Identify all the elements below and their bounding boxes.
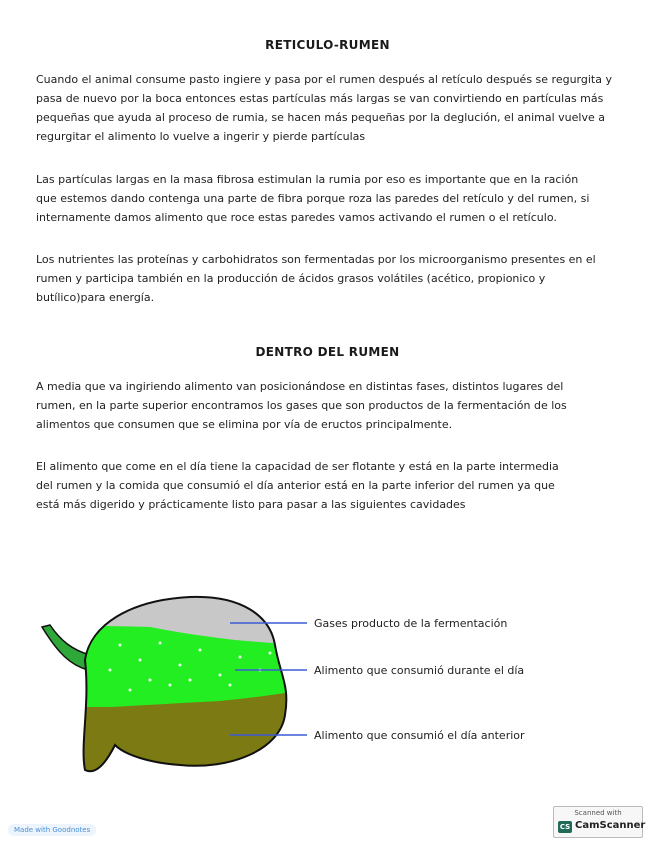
paragraph-2: Las partículas largas en la masa fibrosa estimulan la rumia por eso es importante que en la ración que estemos dando contenga una parte de fibra porque roza las paredes del retículo y del rumen, si internamente damos alimento que roce estas paredes vamos activando el rumen o el retículo. <box>36 173 590 224</box>
camscanner-name: CamScanner <box>575 820 646 831</box>
title-dentro-del-rumen: DENTRO DEL RUMEN <box>255 345 400 359</box>
paragraph-3: Los nutrientes las proteínas y carbohidratos son fermentadas por los microorganismo presentes en el rumen y participa también en la producción de ácidos grasos volátiles (acético, propionico y butílico)para energía. <box>36 253 596 304</box>
esophagus-shape <box>42 625 90 670</box>
camscanner-badge <box>553 806 646 838</box>
rumen-diagram <box>30 585 620 785</box>
camscanner-logo-icon: CS <box>559 823 571 831</box>
goodnotes-watermark: Made with Goodnotes <box>8 824 96 836</box>
paragraph-5: El alimento que come en el día tiene la capacidad de ser flotante y está en la parte intermedia del rumen y la comida que consumió el día anterior está en la parte inferior del rumen ya que está más digerido y prácticamente listo para pasar a las siguientes cavidades <box>36 460 559 511</box>
paragraph-4: A media que va ingiriendo alimento van posicionándose en distintas fases, distintos lugares del rumen, en la parte superior encontramos los gases que son productos de la fermentación de los alimentos que consumen que se elimina por vía de eructos principalmente. <box>36 380 567 431</box>
label-gas: Gases producto de la fermentación <box>314 617 508 630</box>
label-previous-day-food: Alimento que consumió el día anterior <box>314 729 525 742</box>
title-reticulo-rumen: RETICULO-RUMEN <box>265 38 390 52</box>
paragraph-1: Cuando el animal consume pasto ingiere y pasa por el rumen después al retículo después se regurgita y pasa de nuevo por la boca entonces estas partículas más largas se van convirtiendo en partículas más pequeñas que ayuda al proceso de rumia, se hacen más pequeñas por la deglución, el animal vuelve a regurgitar el alimento lo vuelve a ingerir y pierde partículas <box>36 73 612 143</box>
label-day-food: Alimento que consumió durante el día <box>314 664 525 677</box>
camscanner-caption: Scanned with <box>574 809 622 817</box>
